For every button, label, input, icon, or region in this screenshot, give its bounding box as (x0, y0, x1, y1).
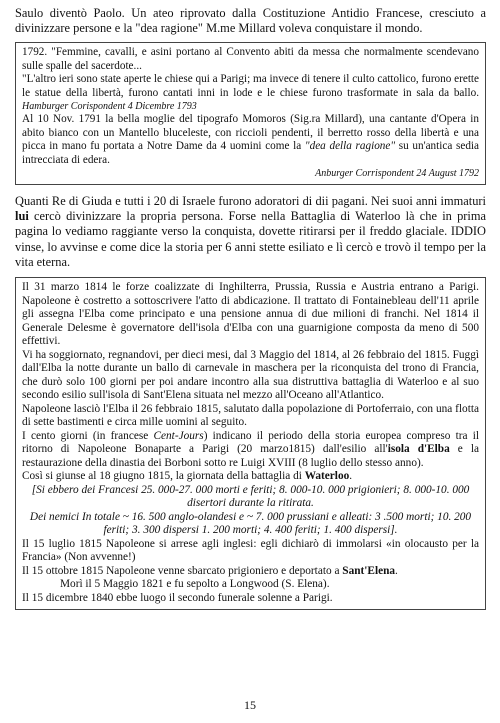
history-paragraph-4: I cento giorni (in francese Cent-Jours) indicano il periodo della storia europea compreso tra il ritorno di Napoleone Bonaparte a Parigi (20 marzo1815) dall'esilio all'isola d'Elba e la restaurazione della dinastia dei Borboni sotto re Luigi XVIII (8 luglio dello stesso anno). (22, 429, 480, 469)
quote-paragraph-3: Al 10 Nov. 1791 la bella moglie del tipografo Momoros (Sig.ra Millard), una cantante d'Opera in abito bianco con un Mantello bluceleste, con riccioli pendenti, il berretto rosso della libertà e una picca in mano fu portata a Notre Dame da 4 uomini come la "dea della ragione" su un'antica sedia intrecciata di edera. (22, 113, 479, 166)
hamburger-reference: Hamburger Corispondent 4 Dicembre 1793 (22, 101, 197, 113)
page-number: 15 (244, 698, 256, 712)
history-paragraph-2: Vi ha soggiornato, regnandovi, per dieci mesi, dal 3 Maggio del 1814, al 26 febbraio del 1815. Fuggì dall'Elba la notte durante un ballo di carnevale in maschera per la riconquista del trono di Francia, che durò solo 100 giorni per poi andare incontro alla sua distruttiva battaglia di Waterloo e al suo secondo esilio sull'isola di Sant'Elena situata nel mezzo all'Oceano all'Atlantico. (22, 348, 479, 402)
quote-box-1792 (15, 42, 486, 185)
page-content (15, 6, 486, 610)
history-paragraph-1: Il 31 marzo 1814 le forze coalizzate di Inghilterra, Prussia, Russia e Austria entrano a Parigi. Napoleone è costretto a sottoscrivere l'atto di abdicazione. Il trattato di Fontainebleau dell'11 aprile gli assegna l'Elba come principato e una pensione annua di due milioni di franchi. Nel 1814 il Generale Delesme è governatore dell'isola d'Elba con una guarnigione composta da meno di 500 effettivi. (22, 281, 479, 348)
quote-source: Anburger Corrispondent 24 August 1792 (315, 168, 479, 180)
history-box-napoleon (15, 277, 486, 610)
quote-paragraph-1: 1792. "Femmine, cavalli, e asini portano al Convento abiti da messa che normalmente scendevano sulle spalle del sacerdote... (22, 46, 479, 72)
quote-paragraph-2: "L'altro ieri sono state aperte le chiese qui a Parigi; ma invece di tenere il culto cattolico, furono erette le statue della libertà, furono cantati inni in lode e le chiese furono trasformate in sala da ballo. Hamburger Corispondent 4 Dicembre 1793 (22, 73, 479, 113)
intro-paragraph: Saulo diventò Paolo. Un ateo riprovato dalla Costituzione Antidio Francese, cresciuto a divinizzare persone e la "dea ragione" M.me Millard voleva conquistare il mondo. (15, 6, 486, 36)
history-paragraph-10: Morì il 5 Maggio 1821 e fu sepolto a Longwood (S. Elena). (60, 578, 330, 591)
french-casualties: [Si ebbero dei Francesi 25. 000-27. 000 morti e feriti; 8. 000-10. 000 prigionieri; 8. 000-10. 000 disertori durante la ritirata. (31, 483, 470, 510)
history-paragraph-5: Così si giunse al 18 giugno 1815, la giornata della battaglia di Waterloo. (22, 470, 353, 483)
history-paragraph-11: Il 15 dicembre 1840 ebbe luogo il secondo funerale solenne a Parigi. (22, 591, 333, 604)
dea-ragione-text: "dea della ragione" (304, 140, 396, 153)
history-paragraph-9: Il 15 ottobre 1815 Napoleone venne sbarcato prigioniero e deportato a Sant'Elena. (22, 564, 398, 577)
enemy-casualties: Dei nemici In totale ~ 16. 500 anglo-olandesi e ~ 7. 000 prussiani e alleati: 3 .500 morti; 10. 200 feriti; 3. 300 dispersi 1. 200 morti; 4. 400 feriti; 1. 400 dispersi]. (29, 510, 472, 537)
history-paragraph-3: Napoleone lasciò l'Elba il 26 febbraio 1815, salutato dalla popolazione di Portoferraio, con una flotta di sette bastimenti e circa mille uomini al seguito. (22, 402, 479, 429)
history-paragraph-8: Il 15 luglio 1815 Napoleone si arrese agli inglesi: egli dichiarò di immolarsi «in olocausto per la Francia» (Non avvenne!) (22, 537, 479, 564)
middle-paragraph: Quanti Re di Giuda e tutti i 20 di Israele furono adoratori di dii pagani. Nei suoi anni immaturi lui cercò divinizzare la propria persona. Forse nella Battaglia di Waterloo là che in prima pagina lo vediamo raggiante verso la conquista, dovette ritirarsi per il freddo glaciale. IDDIO vinse, lo avvinse e come dice la storia per 6 anni stette esiliato e lì cercò e trovò il tempo per la vita eterna. (15, 194, 486, 269)
lui-bold: lui (15, 209, 29, 224)
